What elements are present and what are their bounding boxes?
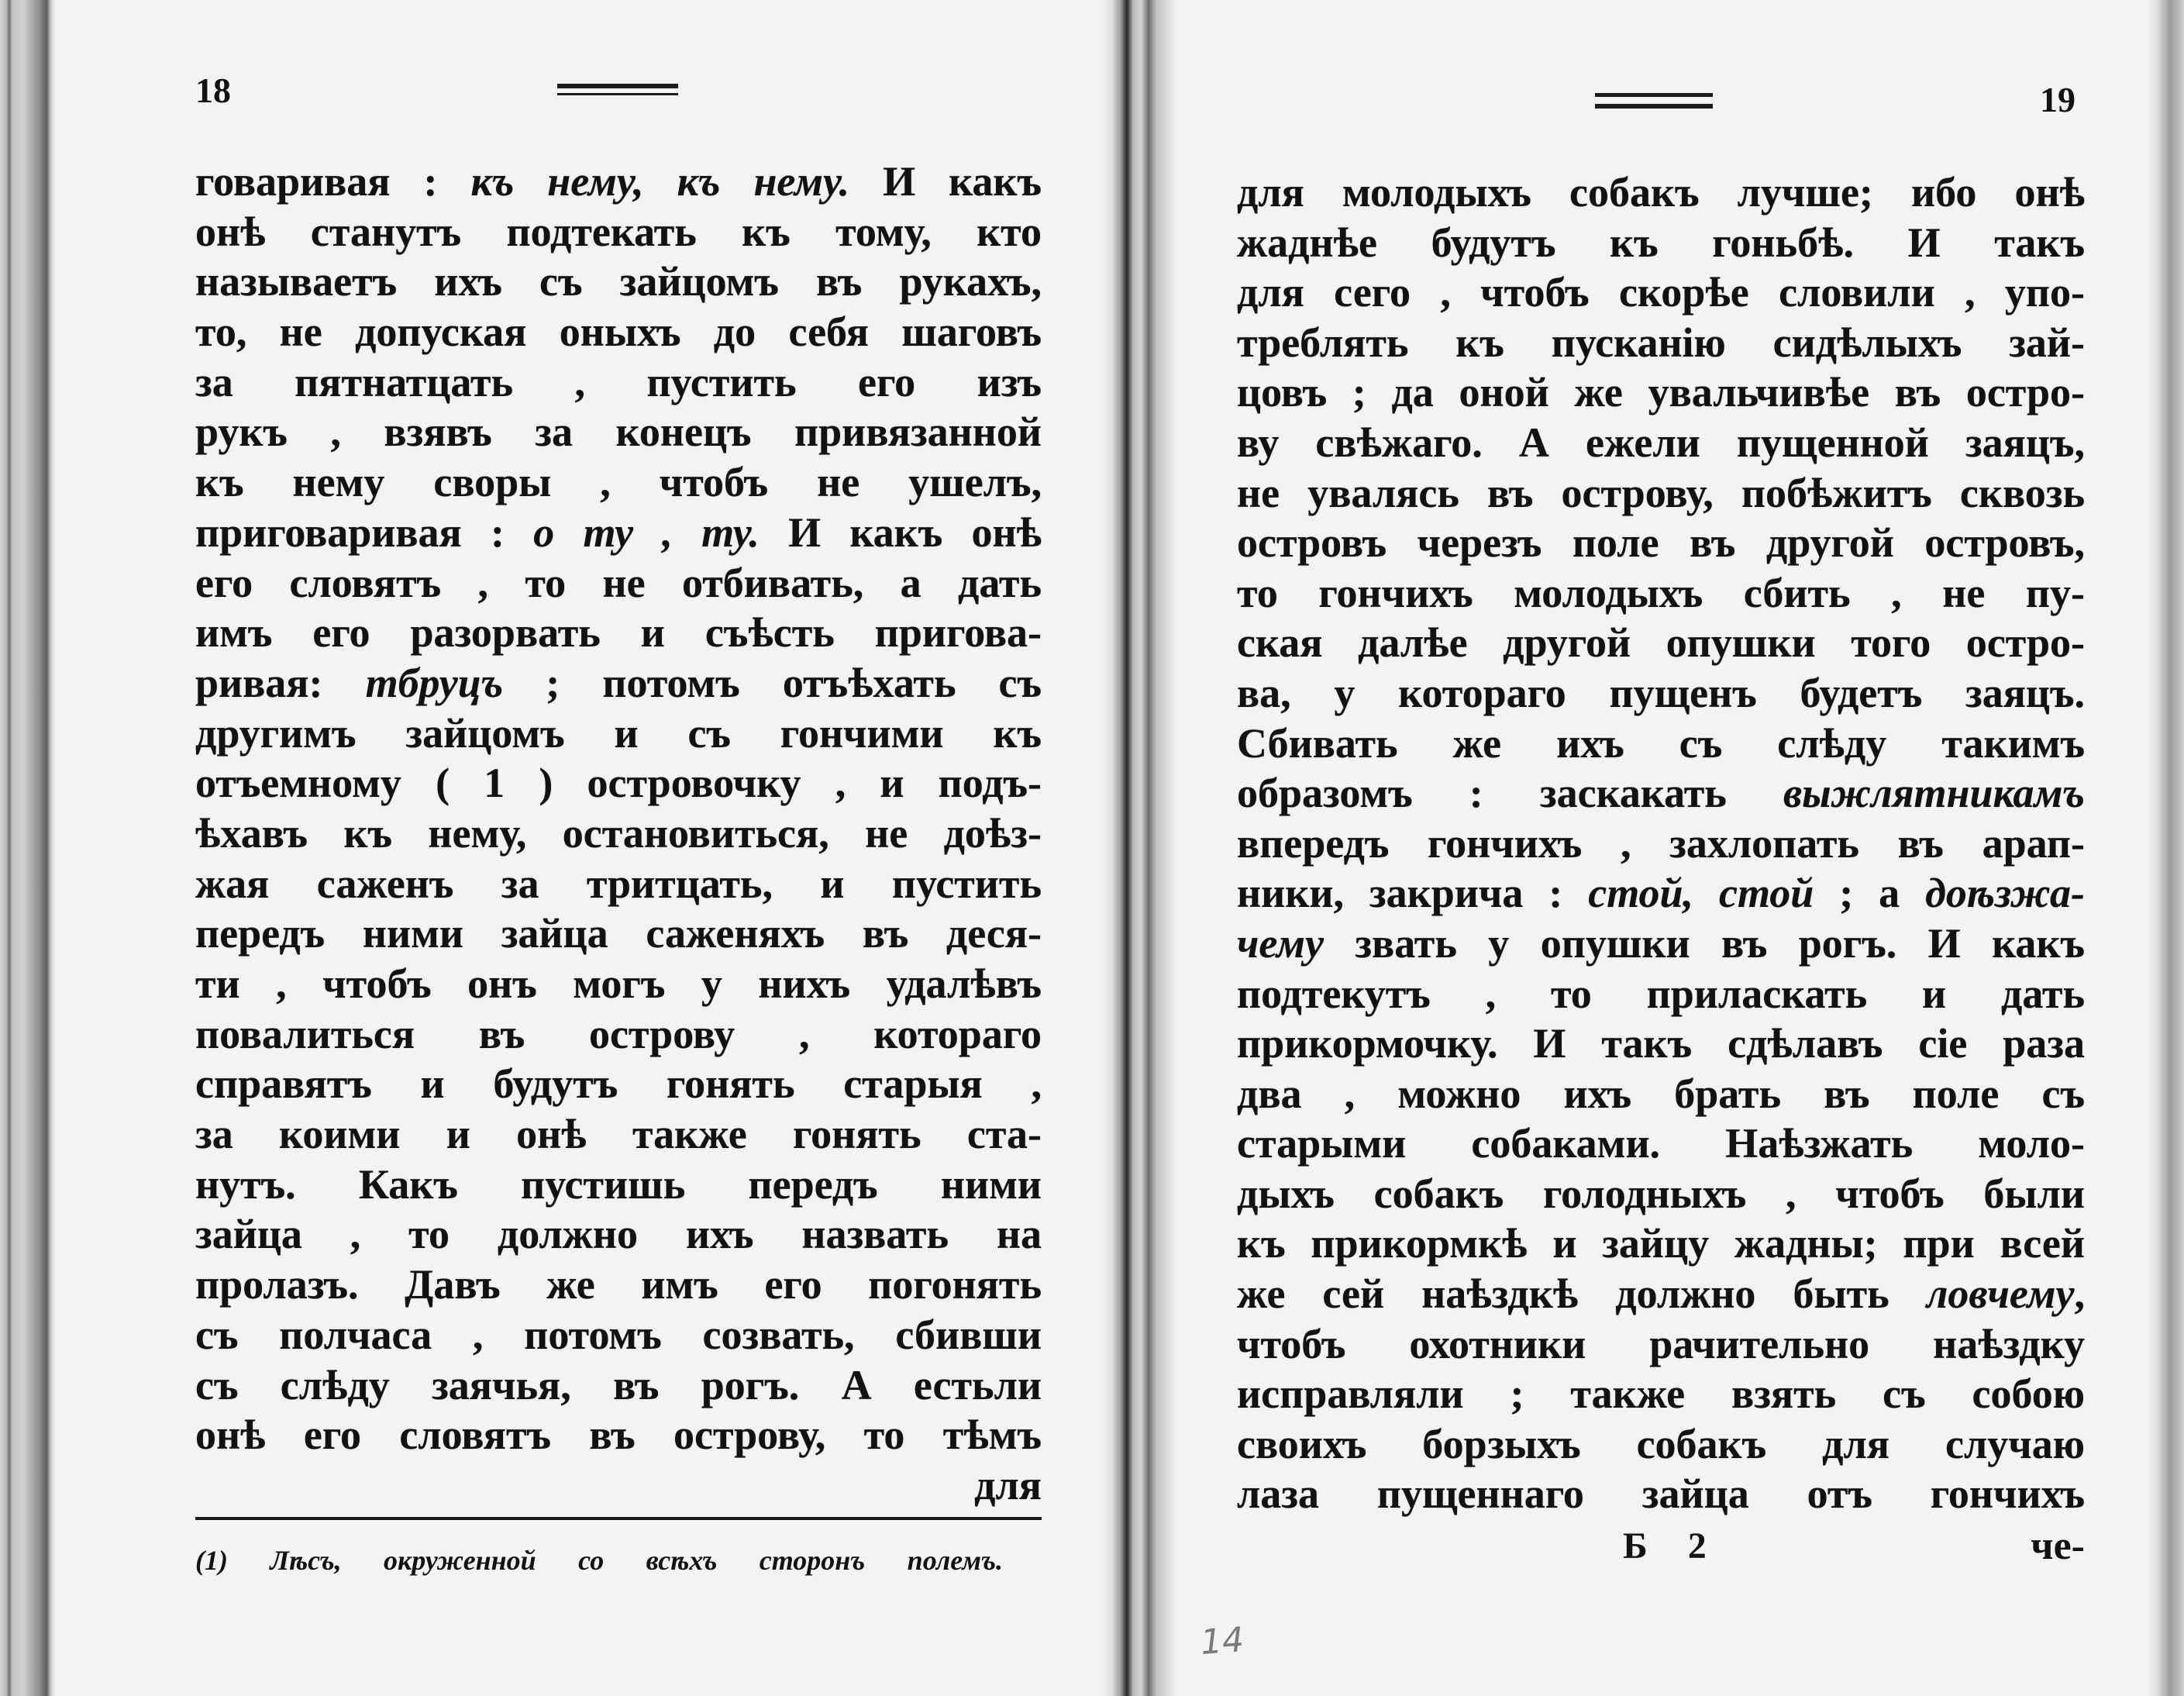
text-line: [1237, 868, 2085, 919]
text-line: своихъ борзыхъ собакъ для случаю: [1237, 1420, 2085, 1467]
text-line: островъ черезъ поле въ другой островъ,: [1237, 519, 2085, 567]
italic-phrase: стой, стой: [1588, 870, 1814, 917]
text-segment: говаривая :: [195, 158, 471, 205]
text-line: цовъ ; да оной же увальчивѣе въ остро-: [1237, 369, 2085, 416]
text-line: къ нему своры , чтобъ не ушелъ,: [195, 459, 1042, 506]
text-line: треблять къ пусканію сидѣлыхъ зай-: [1237, 319, 2085, 366]
italic-phrase: чему: [1237, 919, 1324, 967]
text-line: онѣ станутъ подтекать къ тому, кто: [195, 208, 1042, 255]
text-segment: И какъ онѣ: [759, 508, 1042, 556]
text-segment: ники, закрича :: [1237, 870, 1589, 917]
text-line: съ полчаса , потомъ созвать, сбивши: [195, 1311, 1042, 1358]
left-page-text: [195, 157, 1042, 1511]
text-line: для молодыхъ собакъ лучше; ибо онѣ: [1237, 169, 2085, 215]
text-segment: образомъ : заскакать: [1237, 770, 1783, 817]
text-line: называетъ ихъ съ зайцомъ въ рукахъ,: [195, 258, 1042, 305]
text-line: впередъ гончихъ , захлопать въ арап-: [1237, 819, 2085, 867]
text-line: другимъ зайцомъ и съ гончими къ: [195, 709, 1042, 757]
text-segment: ривая:: [195, 659, 366, 706]
text-line: ти , чтобъ онъ могъ у нихъ удалѣвъ: [195, 960, 1042, 1007]
text-line: старыми собаками. Наѣзжать моло-: [1237, 1120, 2085, 1167]
text-line: за коими и онѣ также гонять ста-: [195, 1111, 1042, 1158]
text-line: дыхъ собакъ голодныхъ , чтобъ были: [1237, 1170, 2085, 1217]
text-line: жаднѣе будутъ къ гоньбѣ. И такъ: [1237, 219, 2085, 266]
text-line: пролазъ. Давъ же имъ его погонять: [195, 1261, 1042, 1308]
catchword-right: че-: [2031, 1524, 2085, 1568]
header-rule-right: [1595, 93, 1713, 109]
italic-phrase: доѣзжа-: [1925, 870, 2085, 917]
text-line: ву свѣжаго. А ежели пущенной заяцъ,: [1237, 419, 2085, 466]
italic-phrase: выжлятникамъ: [1783, 770, 2085, 817]
italic-phrase: о ту , ту.: [533, 508, 760, 556]
text-line: не увалясь въ острову, побѣжитъ сквозь: [1237, 469, 2085, 516]
text-line: жая саженъ за тритцать, и пустить: [195, 860, 1042, 907]
page-number-left: 18: [195, 71, 231, 110]
text-line: нутъ. Какъ пустишь передъ ними: [195, 1160, 1042, 1208]
text-line: къ прикормкѣ и зайцу жадны; при всей: [1237, 1220, 2085, 1267]
text-line: исправляли ; также взять съ собою: [1237, 1370, 2085, 1418]
text-line: [195, 508, 1042, 558]
text-line: отъемному ( 1 ) островочку , и подъ-: [195, 760, 1042, 807]
text-line: для сего , чтобъ скорѣе словили , упо-: [1237, 269, 2085, 316]
text-segment: ,: [2074, 1270, 2085, 1318]
page-edge-right: [2147, 0, 2184, 1696]
text-line: прикормочку. И такъ сдѣлавъ сіе раза: [1237, 1020, 2085, 1067]
text-segment: ; а: [1814, 870, 1926, 917]
text-line: зайца , то должно ихъ назвать на: [195, 1211, 1042, 1258]
page-edge-left: [0, 0, 56, 1696]
header-rule-left: [557, 84, 678, 95]
footnote: (1) Лѣсъ, окруженной со всѣхъ сторонъ полемъ.: [195, 1545, 1003, 1576]
text-line: Сбивать же ихъ съ слѣду такимъ: [1237, 719, 2085, 767]
text-line: имъ его разорвать и съѣсть пригова-: [195, 609, 1042, 657]
text-line: [195, 658, 1042, 708]
text-line: ва, у котораго пущенъ будетъ заяцъ.: [1237, 669, 2085, 716]
text-line: подтекутъ , то приласкать и дать: [1237, 970, 2085, 1017]
text-line: [1237, 768, 2085, 819]
text-line: рукъ , взявъ за конецъ привязанной: [195, 408, 1042, 456]
text-line: то, не допуская оныхъ до себя шаговъ: [195, 309, 1042, 356]
text-line: [195, 157, 1042, 207]
signature-mark: Б 2: [1623, 1525, 1707, 1567]
text-line: чтобъ охотники рачительно наѣздку: [1237, 1320, 2085, 1367]
handwritten-margin-note: 14: [1199, 1620, 1245, 1663]
text-segment: И какъ: [849, 158, 1042, 205]
text-line: его словятъ , то не отбивать, а дать: [195, 559, 1042, 606]
text-line: ская далѣе другой опушки того остро-: [1237, 619, 2085, 667]
italic-phrase: тбруцъ: [365, 659, 504, 706]
text-line: онѣ его словятъ въ острову, то тѣмъ: [195, 1412, 1042, 1459]
text-line: съ слѣду заячья, въ рогъ. А естьли: [195, 1361, 1042, 1408]
page-number-right: 19: [2040, 80, 2075, 119]
book-gutter-shadow: [1101, 0, 1178, 1696]
italic-phrase: къ нему, къ нему.: [470, 158, 850, 205]
italic-phrase: ловчему: [1926, 1270, 2075, 1318]
text-segment: звать у опушки въ рогъ. И какъ: [1323, 919, 2085, 967]
text-line: [1237, 1269, 2085, 1319]
text-line: ѣхавъ къ нему, остановиться, не доѣз-: [195, 809, 1042, 857]
text-segment: ; потомъ отъѣхать съ: [503, 659, 1042, 706]
text-segment: же сей наѣздкѣ должно быть: [1237, 1270, 1927, 1318]
text-line: лаза пущеннаго зайца отъ гончихъ: [1237, 1470, 2085, 1518]
text-line: то гончихъ молодыхъ сбить , не пу-: [1237, 569, 2085, 616]
text-line: [1237, 919, 2085, 969]
footnote-rule: [195, 1517, 1042, 1520]
text-line: справятъ и будутъ гонять старыя ,: [195, 1060, 1042, 1108]
catchword-left: для: [974, 1461, 1042, 1508]
text-line: передъ ними зайца саженяхъ въ деся-: [195, 910, 1042, 957]
text-segment: приговаривая :: [195, 508, 534, 556]
text-line: за пятнатцать , пустить его изъ: [195, 358, 1042, 405]
text-line: два , можно ихъ брать въ поле съ: [1237, 1070, 2085, 1117]
right-page-text: [1237, 167, 2085, 1519]
text-line: повалиться въ острову , котораго: [195, 1010, 1042, 1057]
